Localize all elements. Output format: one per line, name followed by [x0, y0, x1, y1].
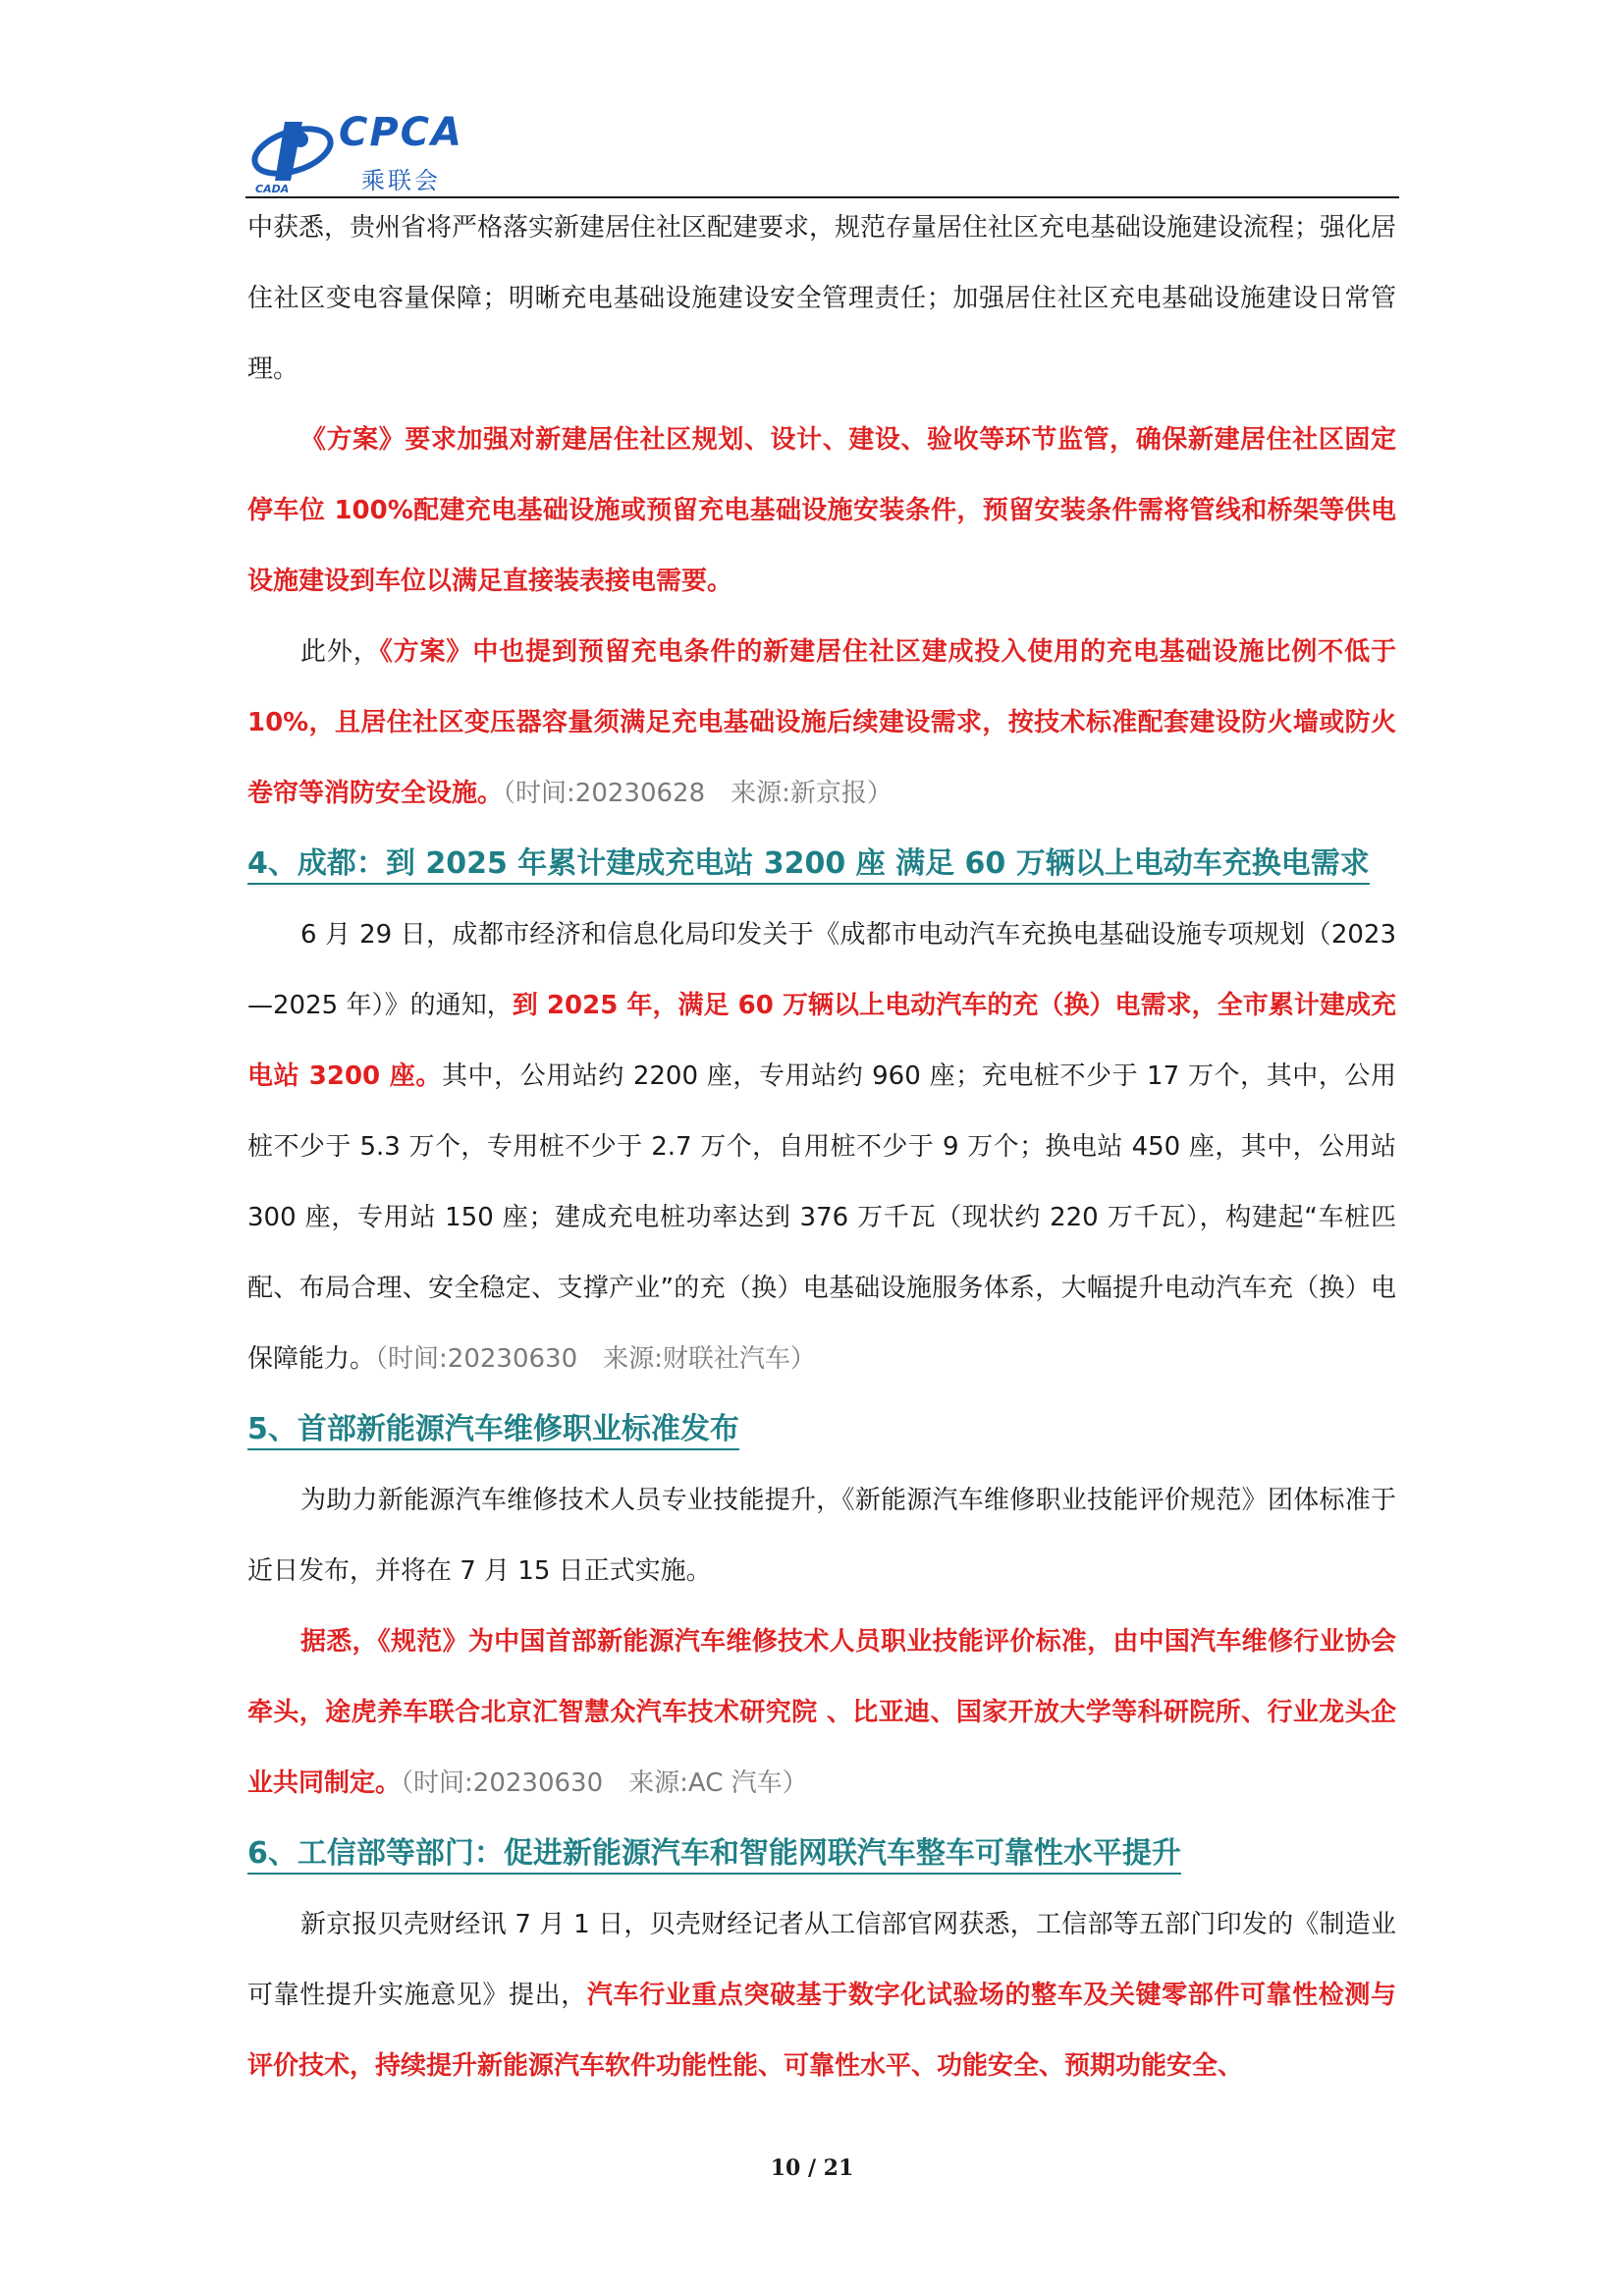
paragraph: 为助力新能源汽车维修技术人员专业技能提升，《新能源汽车维修职业技能评价规范》团体标准于近日发布，并将在 7 月 15 日正式实施。 [247, 1486, 1396, 1586]
source-note: （时间:20230630 来源:AC 汽车） [401, 1768, 808, 1798]
paragraph [247, 899, 1396, 1394]
paragraph-highlight: 《方案》中也提到预留充电条件的新建居住社区建成投入使用的充电基础设施比例不低于 10%，且居住社区变压器容量须满足充电基础设施后续建设需求，按技术标准配套建设防火墙或防火卷帘等消防安全设施。 [247, 637, 1396, 808]
page-number: 10 / 21 [770, 2155, 854, 2181]
section-heading-text: 4、成都：到 2025 年累计建成充电站 3200 座 满足 60 万辆以上电动车充换电需求 [247, 846, 1370, 885]
source-note: （时间:20230630 来源:财联社汽车） [375, 1344, 816, 1374]
page-header [245, 110, 1399, 198]
logo-chinese-name: 乘联会 [361, 167, 441, 194]
article-body [247, 192, 1396, 2101]
paragraph [247, 1606, 1396, 1819]
paragraph-highlight: 到 2025 年，满足 60 万辆以上电动汽车的充（换）电需求，全市累计建成充电站 3200 座。 [247, 991, 1396, 1091]
section-heading [247, 1394, 1396, 1465]
paragraph [247, 1889, 1396, 2101]
paragraph [247, 617, 1396, 829]
paragraph-lead: 新京报贝壳财经讯 7 月 1 日，贝壳财经记者从工信部官网获悉，工信部等五部门印发的《制造业可靠性提升实施意见》提出， [247, 1910, 1396, 2010]
paragraph-lead: 此外， [300, 637, 380, 667]
section-heading-text: 6、工信部等部门：促进新能源汽车和智能网联汽车整车可靠性水平提升 [247, 1836, 1181, 1875]
paragraph: 中获悉，贵州省将严格落实新建居住社区配建要求，规范存量居住社区充电基础设施建设流程；强化居住社区变电容量保障；明晰充电基础设施建设安全管理责任；加强居住社区充电基础设施建设日常管理。 [247, 213, 1397, 384]
paragraph-body: 其中，公用站约 2200 座，专用站约 960 座；充电桩不少于 17 万个，其中，公用桩不少于 5.3 万个，专用桩不少于 2.7 万个，自用桩不少于 9 万个；换电站 450 座，其中，公用站 300 座，专用站 150 座；建成充电桩功率达到 376 万千瓦（现状约 220 万千瓦），构建起“车桩匹配、布局合理、安全稳定、支撑产业”的充（换）电基础设施服务体系，大幅提升电动汽车充（换）电保障能力。 [247, 1061, 1397, 1374]
paragraph-highlight: 《方案》要求加强对新建居住社区规划、设计、建设、验收等环节监管，确保新建居住社区固定停车位 100%配建充电基础设施或预留充电基础设施安装条件，预留安装条件需将管线和桥架等供电设施建设到车位以满足直接装表接电需要。 [247, 425, 1396, 596]
cpca-logo [245, 110, 481, 196]
paragraph-highlight: 汽车行业重点突破基于数字化试验场的整车及关键零部件可靠性检测与评价技术，持续提升新能源汽车软件功能性能、可靠性水平、功能安全、预期功能安全、 [247, 1981, 1396, 2081]
source-note: （时间:20230628 来源:新京报） [503, 779, 893, 808]
logo-subtext: CADA [255, 183, 290, 195]
logo-wordmark: CPCA [339, 110, 463, 155]
paragraph-lead: 6 月 29 日，成都市经济和信息化局印发关于《成都市电动汽车充换电基础设施专项规划（2023—2025 年）》的通知， [247, 920, 1396, 1020]
section-heading-text: 5、首部新能源汽车维修职业标准发布 [247, 1412, 739, 1450]
section-heading [247, 829, 1396, 899]
section-heading [247, 1819, 1396, 1889]
paragraph-highlight: 据悉，《规范》为中国首部新能源汽车维修技术人员职业技能评价标准，由中国汽车维修行业协会牵头，途虎养车联合北京汇智慧众汽车技术研究院 、比亚迪、国家开放大学等科研院所、行业龙头企业共同制定。 [247, 1627, 1396, 1798]
